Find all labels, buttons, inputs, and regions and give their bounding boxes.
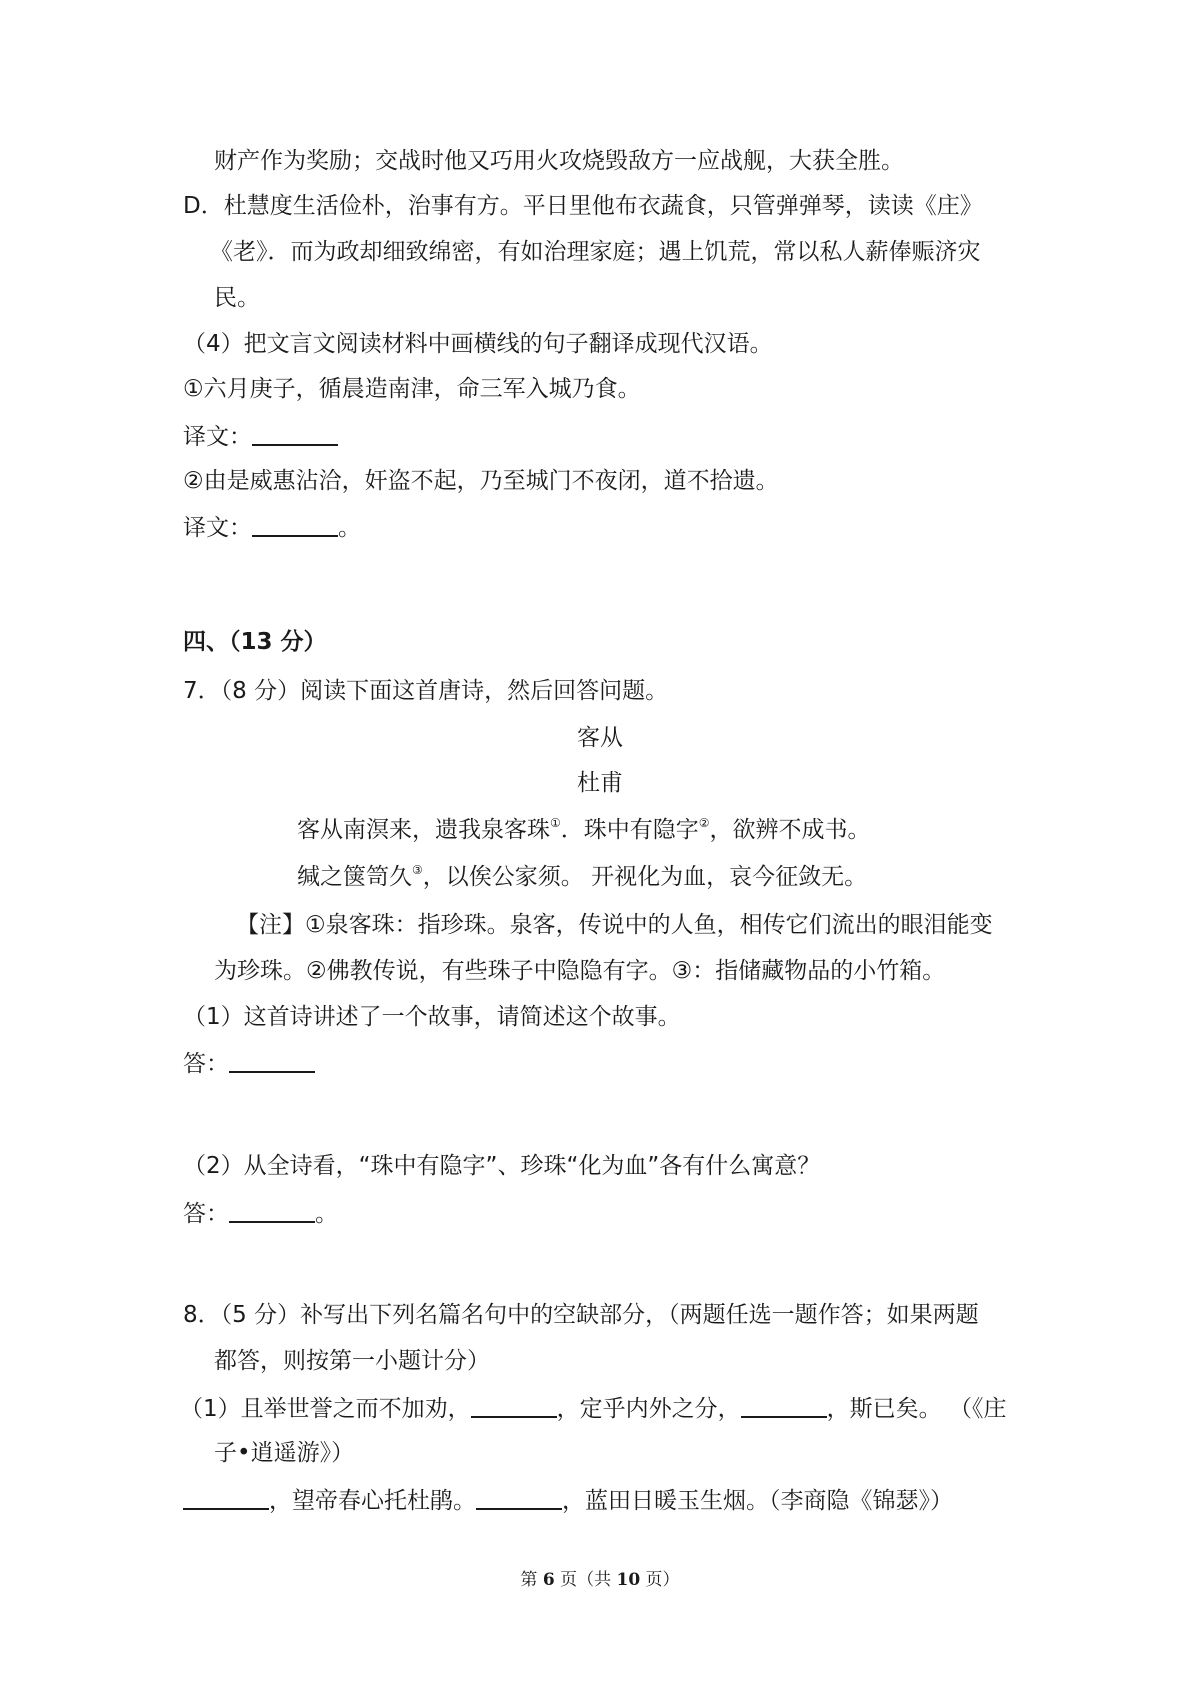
poem-title bbox=[0, 723, 1200, 753]
text: 都答，则按第一小题计分） bbox=[214, 1348, 490, 1374]
answer-blank[interactable] bbox=[229, 1197, 315, 1223]
footnote-mark: ① bbox=[550, 816, 561, 830]
sentence-2 bbox=[183, 466, 779, 496]
answer-blank[interactable] bbox=[741, 1392, 827, 1418]
question-8-2 bbox=[183, 1484, 953, 1516]
note-line-1 bbox=[236, 910, 993, 940]
text: 客从南溟来，遗我泉客珠 bbox=[297, 817, 550, 843]
text: 为珍珠。②佛教传说，有些珠子中隐隐有字。③：指储藏物品的小竹箱。 bbox=[214, 958, 946, 984]
answer-blank[interactable] bbox=[471, 1392, 557, 1418]
poem-author bbox=[0, 768, 1200, 798]
answer-1 bbox=[183, 1047, 315, 1079]
answer-blank[interactable] bbox=[252, 420, 338, 446]
poem-line-2 bbox=[297, 862, 867, 892]
text: 客从 bbox=[577, 725, 623, 751]
label: 答： bbox=[183, 1051, 229, 1077]
section-heading bbox=[183, 627, 327, 657]
page-total: 10 bbox=[616, 1570, 641, 1590]
footnote-mark: ② bbox=[698, 816, 710, 830]
page-footer bbox=[0, 1565, 1200, 1595]
question-7-2 bbox=[183, 1151, 820, 1181]
text: 7．（8 分）阅读下面这首唐诗，然后回答问题。 bbox=[183, 678, 669, 704]
question-8-1-line2 bbox=[214, 1438, 354, 1468]
text: 页） bbox=[640, 1570, 680, 1590]
option-d-line1 bbox=[183, 191, 983, 221]
question-8-line2 bbox=[214, 1346, 490, 1376]
text: 子•逍遥游》） bbox=[214, 1440, 355, 1466]
answer-blank[interactable] bbox=[183, 1484, 269, 1510]
label: 译文： bbox=[183, 424, 252, 450]
question-8-line1 bbox=[183, 1300, 979, 1330]
label: 译文： bbox=[183, 515, 252, 541]
poem-line-1 bbox=[297, 815, 871, 845]
text: ，欲辨不成书。 bbox=[709, 817, 871, 843]
answer-blank[interactable] bbox=[476, 1484, 562, 1510]
text: 民。 bbox=[214, 285, 260, 311]
text: 四、（13 分） bbox=[183, 629, 327, 655]
text: 财产作为奖励；交战时他又巧用火攻烧毁敌方一应战舰，大获全胜。 bbox=[214, 148, 904, 174]
text: 。 bbox=[315, 1201, 338, 1227]
text: （1）且举世誉之而不加劝， bbox=[180, 1396, 471, 1422]
text: （2）从全诗看，“珠中有隐字”、珍珠“化为血”各有什么寓意？ bbox=[183, 1153, 821, 1179]
label: 答： bbox=[183, 1201, 229, 1227]
text: ，定乎内外之分， bbox=[556, 1396, 741, 1422]
text: 8．（5 分）补写出下列名篇名句中的空缺部分，（两题任选一题作答；如果两题 bbox=[183, 1302, 979, 1328]
question-8-1-line1 bbox=[180, 1392, 1006, 1424]
text: 杜甫 bbox=[577, 770, 623, 796]
text: 第 bbox=[520, 1570, 543, 1590]
option-d-line2 bbox=[210, 237, 981, 267]
text: ，望帝春心托杜鹃。 bbox=[269, 1488, 476, 1514]
option-d-line3 bbox=[214, 283, 260, 313]
answer-2 bbox=[183, 1197, 338, 1229]
text: 页（共 bbox=[554, 1570, 617, 1590]
text: D．杜慧度生活俭朴，治事有方。平日里他布衣蔬食，只管弹弹琴，读读《庄》 bbox=[183, 193, 983, 219]
text: ，蓝田日暖玉生烟。（李商隐《锦瑟》） bbox=[562, 1488, 953, 1514]
text: （4）把文言文阅读材料中画横线的句子翻译成现代汉语。 bbox=[183, 331, 773, 357]
text: 《老》．而为政却细致绵密，有如治理家庭；遇上饥荒，常以私人薪俸赈济灾 bbox=[210, 239, 981, 265]
text: 缄之箧笥久 bbox=[297, 864, 412, 890]
text: ，斯已矣。 （《庄 bbox=[826, 1396, 1007, 1422]
text: 。 bbox=[338, 515, 361, 541]
page-number: 6 bbox=[542, 1570, 555, 1590]
text: ①六月庚子，循晨造南津，命三军入城乃食。 bbox=[183, 376, 641, 402]
question-4 bbox=[183, 329, 773, 359]
translation-1 bbox=[183, 420, 338, 452]
text: 【注】①泉客珠：指珍珠。泉客，传说中的人鱼，相传它们流出的眼泪能变 bbox=[236, 912, 993, 938]
sentence-1 bbox=[183, 374, 641, 404]
note-line-2 bbox=[214, 956, 945, 986]
option-c-continued bbox=[214, 146, 904, 176]
answer-blank[interactable] bbox=[252, 511, 338, 537]
answer-blank[interactable] bbox=[229, 1047, 315, 1073]
text: ．珠中有隐字 bbox=[560, 817, 699, 843]
text: ②由是威惠沾洽，奸盗不起，乃至城门不夜闭，道不拾遗。 bbox=[183, 468, 779, 494]
footnote-mark: ③ bbox=[412, 863, 423, 877]
translation-2 bbox=[183, 511, 361, 543]
text: （1）这首诗讲述了一个故事，请简述这个故事。 bbox=[183, 1004, 681, 1030]
question-7 bbox=[183, 676, 668, 706]
text: ，以俟公家须。 开视化为血，哀今征敛无。 bbox=[422, 864, 868, 890]
question-7-1 bbox=[183, 1002, 681, 1032]
